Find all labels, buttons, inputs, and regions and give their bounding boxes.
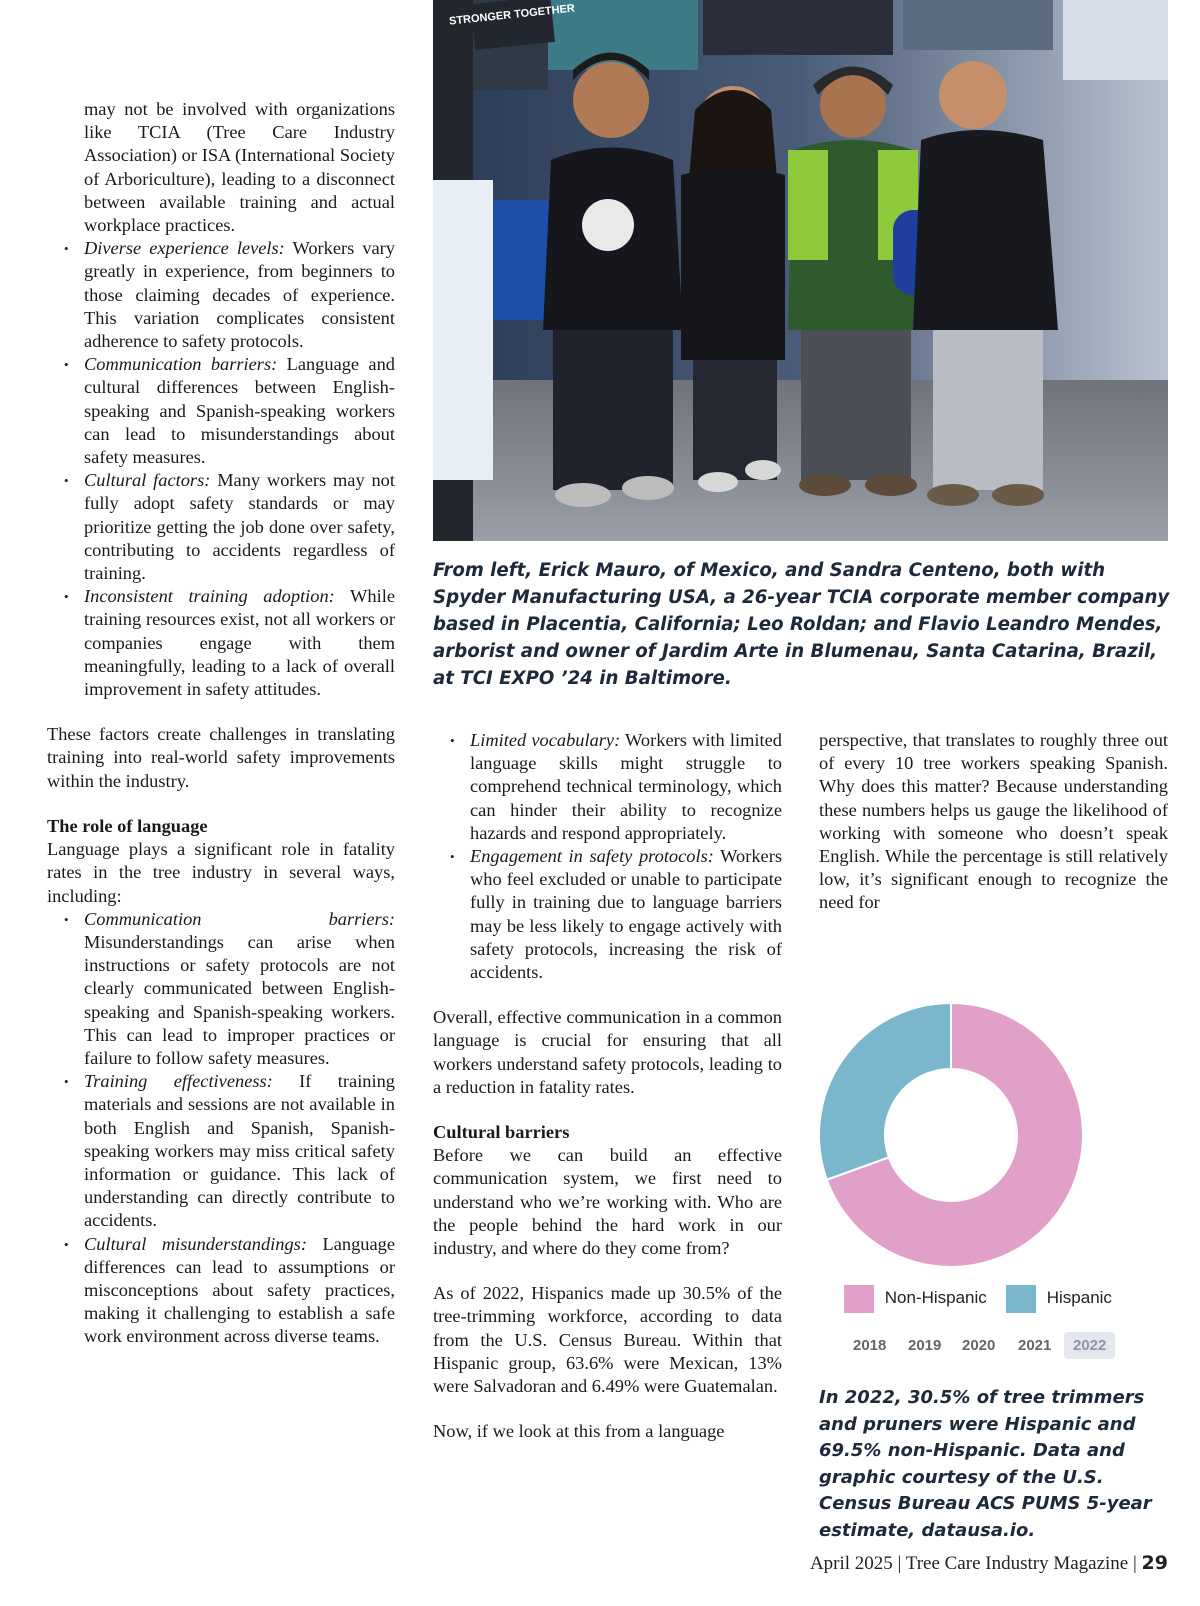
workforce-donut-chart xyxy=(819,990,1174,1370)
issue-line: April 2025 | Tree Care Industry Magazine | xyxy=(809,1553,1137,1574)
list-item: • Communication barriers: Language and cultural differences between English-speaking and Spanish-speaking workers can lead to misunderstandings about safety measures. xyxy=(47,353,395,469)
slice-hispanic xyxy=(819,1003,951,1180)
chart-caption: In 2022, 30.5% of tree trimmers and pruners were Hispanic and 69.5% non-Hispanic. Data and graphic courtesy of the U.S. Census Bureau ACS PUMS 5-year estimate, datausa.io. xyxy=(819,1387,1152,1541)
column-left xyxy=(47,98,395,1349)
list-item: • Cultural misunderstandings: Language differences can lead to assumptions or misconceptions about safety practices, making it challenging to establish a safe work environment across diverse teams. xyxy=(47,1233,395,1349)
expo-group-photo xyxy=(433,0,1168,541)
list-item: • Training effectiveness: If training materials and sessions are not available in both English and Spanish, Spanish-speaking workers may miss critical safety information or guidance. This lack of understanding can directly contribute to accidents. xyxy=(47,1070,395,1232)
legend-swatch-hispanic xyxy=(1006,1285,1036,1313)
list-item: • Limited vocabulary: Workers with limited language skills might struggle to comprehend technical terminology, which can hinder their ability to recognize hazards and respond appropriately. xyxy=(433,729,782,845)
photo-illustration xyxy=(433,0,1168,541)
page-number: 29 xyxy=(1141,1552,1168,1574)
paragraph-cultural: Before we can build an effective communication system, we first need to understand who we’re working with. Who are the people behind the hard work in our industry, and where do they come from? xyxy=(433,1145,782,1259)
year-button-2018[interactable]: 2018 xyxy=(853,1337,887,1354)
section-heading-language: The role of language xyxy=(47,815,208,836)
column-right xyxy=(819,729,1168,915)
year-button-2021[interactable]: 2021 xyxy=(1018,1337,1052,1354)
year-button-2022[interactable]: 2022 xyxy=(1064,1332,1115,1359)
language-effects-list xyxy=(433,729,782,984)
legend-swatch-non-hispanic xyxy=(844,1285,874,1313)
banner-text: STRONGER TOGETHER xyxy=(448,2,576,28)
list-item: • Cultural factors: Many workers may not fully adopt safety standards or may prioritize getting the job done over safety, contributing to accidents regardless of training. xyxy=(47,469,395,585)
section-heading-cultural: Cultural barriers xyxy=(433,1122,570,1143)
paragraph-intro-continued: may not be involved with organizations like TCIA (Tree Care Industry Association) or ISA (International Society of Arboriculture), leading to a disconnect between available training and actual workplace practices. xyxy=(84,99,395,236)
year-button-2019[interactable]: 2019 xyxy=(908,1337,942,1354)
paragraph-summary: These factors create challenges in translating training into real-world safety improvements within the industry. xyxy=(47,724,395,791)
list-item: • Inconsistent training adoption: While training resources exist, not all workers or companies engage with them meaningfully, leading to a lack of overall improvement in safety attitudes. xyxy=(47,585,395,701)
donut-svg xyxy=(819,990,1174,1280)
list-item: • Communication barriers: Misunderstandings can arise when instructions or safety protocols are not clearly communicated between English-speaking and Spanish-speaking workers. This can lead to improper practices or failure to follow safety measures. xyxy=(47,908,395,1070)
paragraph-overall: Overall, effective communication in a common language is crucial for ensuring that all workers understand safety protocols, leading to a reduction in fatality rates. xyxy=(433,1007,782,1097)
paragraph-language-perspective: Now, if we look at this from a language xyxy=(433,1421,725,1442)
list-item: • Engagement in safety protocols: Workers who feel excluded or unable to participate fully in training due to language barriers may be less likely to engage actively with safety protocols, increasing the risk of accidents. xyxy=(433,845,782,984)
year-button-2020[interactable]: 2020 xyxy=(962,1337,996,1354)
language-factors-list xyxy=(47,908,395,1349)
year-selector xyxy=(844,1332,1174,1362)
page-footer xyxy=(810,1552,1168,1575)
legend-item-hispanic[interactable]: Hispanic xyxy=(1006,1285,1112,1313)
list-item: • Diverse experience levels: Workers vary greatly in experience, from beginners to those claiming decades of experience. This variation complicates consistent adherence to safety protocols. xyxy=(47,237,395,353)
paragraph-stats: As of 2022, Hispanics made up 30.5% of the tree-trimming workforce, according to data from the U.S. Census Bureau. Within that Hispanic group, 63.6% were Mexican, 13% were Salvadoran and 6.49% were Guatemalan. xyxy=(433,1283,782,1397)
paragraph-perspective: perspective, that translates to roughly three out of every 10 tree workers speaking Spanish. Why does this matter? Because understanding these numbers helps us gauge the likelihood of working with someone who doesn’t speak English. While the percentage is still relatively low, it’s significant enough to recognize the need for xyxy=(819,730,1168,913)
legend-item-non-hispanic[interactable]: Non-Hispanic xyxy=(844,1285,987,1313)
paragraph-language-intro: Language plays a significant role in fatality rates in the tree industry in several ways, including: xyxy=(47,839,395,906)
photo-caption: From left, Erick Mauro, of Mexico, and Sandra Centeno, both with Spyder Manufacturing USA, a 26-year TCIA corporate member company based in Placentia, California; Leo Roldan; and Flavio Leandro Mendes, arborist and owner of Jardim Arte in Blumenau, Santa Catarina, Brazil, at TCI EXPO ’24 in Baltimore. xyxy=(433,560,1170,689)
person-2 xyxy=(681,86,785,492)
column-middle xyxy=(433,729,782,1443)
training-factors-list xyxy=(47,237,395,701)
